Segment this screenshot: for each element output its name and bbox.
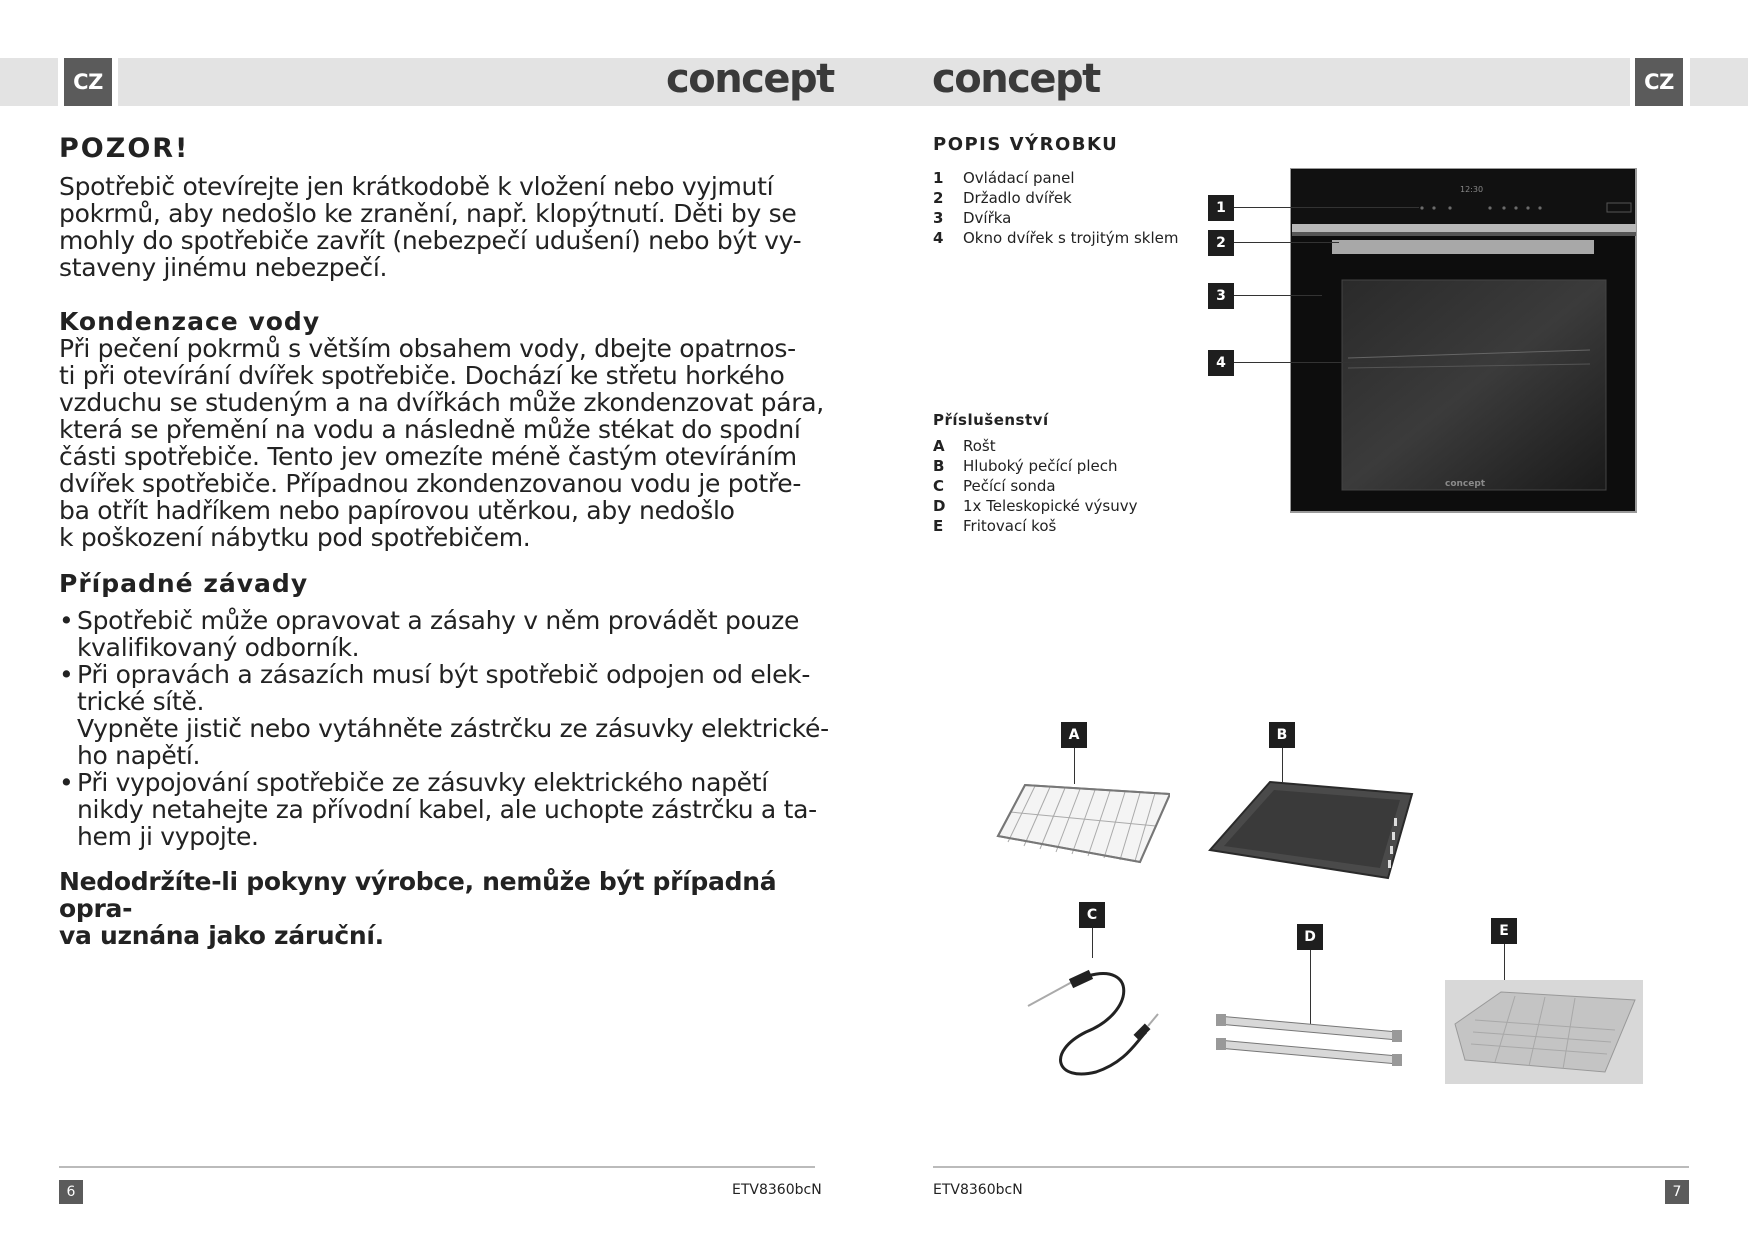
text-line: Nedodržíte-li pokyny výrobce, nemůže být případná opra- <box>59 867 777 923</box>
text-line: Vypněte jistič nebo vytáhněte zástrčku ze zásuvky elektrické- <box>77 714 829 743</box>
part-label: Okno dvířek s trojitým sklem <box>963 229 1179 247</box>
list-item <box>933 228 1233 248</box>
text-line: ba otřít hadříkem nebo papírovou utěrkou, aby nedošlo <box>59 496 735 525</box>
part-key: 1 <box>933 169 944 187</box>
text-line: • Spotřebič může opravovat a zásahy v něm provádět pouze <box>77 606 800 635</box>
accessory-key: B <box>933 457 945 475</box>
callout-line <box>1282 748 1283 782</box>
callout-badge-2: 2 <box>1208 230 1234 256</box>
oven-display: 12:30 <box>1460 185 1484 194</box>
text-line: dvířek spotřebiče. Případnou zkondenzovanou vodu je potře- <box>59 469 802 498</box>
callout-badge-3: 3 <box>1208 283 1234 309</box>
accessory-label: Fritovací koš <box>963 517 1057 535</box>
text-line: Spotřebič otevírejte jen krátkodobě k vložení nebo vyjmutí <box>59 172 774 201</box>
model-number-left: ETV8360bcN <box>732 1182 822 1198</box>
list-item <box>59 769 849 850</box>
wire-rack-image <box>990 780 1170 865</box>
text-line: Při pečení pokrmů s větším obsahem vody, dbejte opatrnos- <box>59 334 796 363</box>
text-line: ti při otevírání dvířek spotřebiče. Dochází ke střetu horkého <box>59 361 785 390</box>
text-line: kvalifikovaný odborník. <box>77 633 360 662</box>
header-band-right <box>1690 58 1748 106</box>
callout-line <box>1234 295 1322 296</box>
part-key: 3 <box>933 209 944 227</box>
text-line: va uznána jako záruční. <box>59 921 384 950</box>
callout-line <box>1234 242 1339 243</box>
accessory-key: C <box>933 477 945 495</box>
accessory-label: Pečící sonda <box>963 477 1056 495</box>
list-item <box>933 436 1233 456</box>
footer-rule-right <box>933 1166 1689 1168</box>
text-line: • Při vypojování spotřebiče ze zásuvky elektrického napětí <box>77 768 768 797</box>
accessory-badge-e: E <box>1491 918 1517 944</box>
accessory-key: A <box>933 437 945 455</box>
accessory-badge-d: D <box>1297 924 1323 950</box>
accessory-label: Rošt <box>963 437 996 455</box>
text-line: ho napětí. <box>77 741 201 770</box>
faults-list <box>59 607 849 850</box>
oven-illustration <box>1290 168 1638 514</box>
text-line: pokrmů, aby nedošlo ke zranění, např. klopýtnutí. Děti by se <box>59 199 797 228</box>
language-badge-left: CZ <box>64 58 112 106</box>
text-line: která se přemění na vodu a následně může stékat do spodní <box>59 415 801 444</box>
text-line: hem ji vypojte. <box>77 822 259 851</box>
text-line: staveny jinému nebezpečí. <box>59 253 388 282</box>
parts-list <box>933 168 1233 248</box>
callout-line <box>1504 944 1505 982</box>
accessory-badge-b: B <box>1269 722 1295 748</box>
accessories-title: Příslušenství <box>933 411 1049 429</box>
text-line: mohly do spotřebiče zavřít (nebezpečí udušení) nebo být vy- <box>59 226 802 255</box>
list-item <box>933 516 1233 536</box>
accessory-key: E <box>933 517 944 535</box>
list-item <box>933 496 1233 516</box>
list-item <box>933 168 1233 188</box>
callout-line <box>1074 748 1075 784</box>
part-label: Ovládací panel <box>963 169 1075 187</box>
part-label: Dvířka <box>963 209 1012 227</box>
list-item <box>59 607 849 661</box>
part-key: 4 <box>933 229 944 247</box>
text-line: k poškození nábytku pod spotřebičem. <box>59 523 531 552</box>
accessory-label: 1x Teleskopické výsuvy <box>963 497 1138 515</box>
accessory-key: D <box>933 497 946 515</box>
list-item <box>933 208 1233 228</box>
text-line: vzduchu se studeným a na dvířkách může zkondenzovat pára, <box>59 388 824 417</box>
accessory-badge-a: A <box>1061 722 1087 748</box>
oven-brand: concept <box>1445 479 1486 489</box>
part-key: 2 <box>933 189 944 207</box>
language-badge-right: CZ <box>1635 58 1683 106</box>
brand-logo-right: concept <box>932 56 1100 102</box>
text-line: trické sítě. <box>77 687 205 716</box>
faults-title: Případné závady <box>59 569 309 598</box>
product-description-title: POPIS VÝROBKU <box>933 134 1119 155</box>
accessory-label: Hluboký pečící plech <box>963 457 1118 475</box>
brand-logo-left: concept <box>666 56 834 102</box>
warning-title: POZOR! <box>59 133 190 164</box>
final-warning <box>59 868 849 949</box>
frying-basket-image <box>1445 980 1643 1084</box>
list-item <box>933 188 1233 208</box>
list-item <box>933 456 1233 476</box>
list-item <box>59 661 849 769</box>
text-line: • Při opravách a zásazích musí být spotřebič odpojen od elek- <box>77 660 811 689</box>
baking-tray-image <box>1208 778 1414 880</box>
page-number-left: 6 <box>59 1180 83 1204</box>
text-line: části spotřebiče. Tento jev omezíte méně častým otevíráním <box>59 442 797 471</box>
part-label: Držadlo dvířek <box>963 189 1072 207</box>
page-number-right: 7 <box>1665 1180 1689 1204</box>
accessories-list <box>933 436 1233 536</box>
callout-badge-4: 4 <box>1208 350 1234 376</box>
header-band-left <box>0 58 58 106</box>
accessory-badge-c: C <box>1079 902 1105 928</box>
condensation-title: Kondenzace vody <box>59 307 321 336</box>
list-item <box>933 476 1233 496</box>
text-line: nikdy netahejte za přívodní kabel, ale uchopte zástrčku a ta- <box>77 795 817 824</box>
callout-line <box>1234 362 1399 363</box>
meat-probe-image <box>1026 952 1166 1082</box>
model-number-right: ETV8360bcN <box>933 1182 1023 1198</box>
warning-paragraph <box>59 173 819 281</box>
callout-badge-1: 1 <box>1208 195 1234 221</box>
callout-line <box>1234 207 1419 208</box>
condensation-paragraph <box>59 335 839 551</box>
telescopic-rails-image <box>1214 1010 1410 1074</box>
header-band-center <box>118 58 1630 106</box>
footer-rule-left <box>59 1166 815 1168</box>
